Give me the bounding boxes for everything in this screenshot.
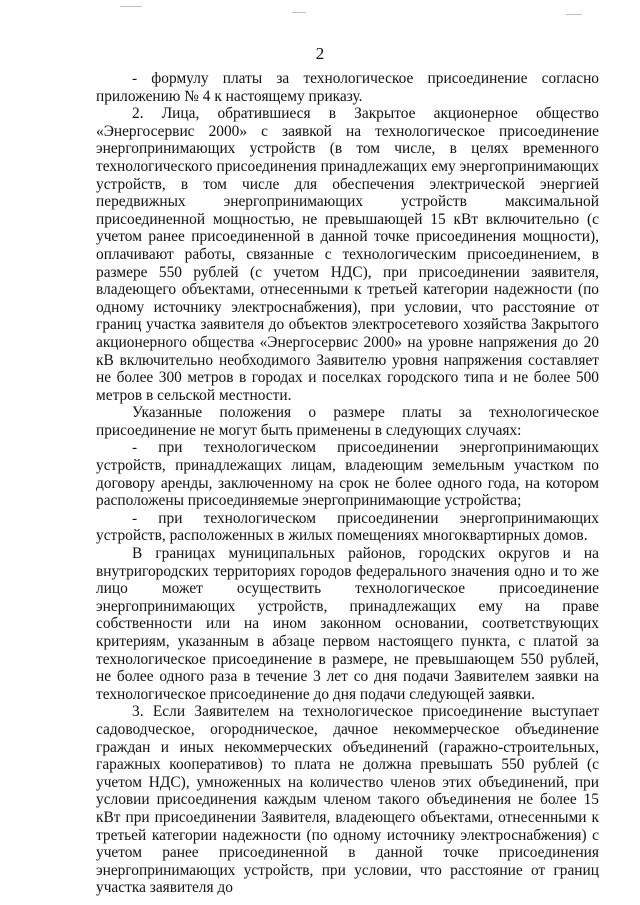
paragraph-exception-lease: - при технологическом присоединении энергопринимающих устройств, принадлежащих лицам, владеющим земельным участком по договору аренды, заключенному на срок не более одного года, на котором расположены присоединяемые энергопринимающие устройства;: [96, 439, 599, 510]
document-body: [96, 70, 599, 897]
paragraph-clause-3: 3. Если Заявителем на технологическое присоединение выступает садоводческое, огородническое, дачное некоммерческое объединение граждан и иных некоммерческих объединений (гаражно-строительных, гаражных кооперативов) то плата не должна превышать 550 рублей (с учетом НДС), умноженных на количество членов этих объединений, при условии присоединения каждым членом такого объединения не более 15 кВт при присоединении Заявителя, владеющего объектами, отнесенными к третьей категории надежности (по одному источнику электроснабжения) с учетом ранее присоединенной в данной точке присоединения энергопринимающих устройств, при условии, что расстояние от границ участка заявителя до: [96, 703, 599, 897]
paragraph-fee-formula: - формулу платы за технологическое присоединение согласно приложению № 4 к настоящему приказу.: [96, 70, 599, 105]
paragraph-exception-apartments: - при технологическом присоединении энергопринимающих устройств, расположенных в жилых помещениях многоквартирных домов.: [96, 509, 599, 545]
page-number: 2: [315, 44, 325, 63]
paragraph-municipal-limits: В границах муниципальных районов, городских округов и на внутригородских территориях городов федерального значения одно и то же лицо может осуществить технологическое присоединение энергопринимающих устройств, принадлежащих ему на праве собственности или на ином законном основании, соответствующих критериям, указанным в абзаце первом настоящего пункта, с платой за технологическое присоединение в размере, не превышающем 550 рублей, не более одного раза в течение 3 лет со дня подачи Заявителем заявки на технологическое присоединение до дня подачи следующей заявки.: [96, 545, 599, 703]
paragraph-clause-2: 2. Лица, обратившиеся в Закрытое акционерное общество «Энергосервис 2000» с заявкой на технологическое присоединение энергопринимающих устройств (в том числе, в целях временного технологического присоединения принадлежащих ему энергопринимающих устройств, в том числе для обеспечения электрической энергией передвижных энергопринимающих устройств максимальной присоединенной мощностью, не превышающей 15 кВт включительно (с учетом ранее присоединенной в данной точке присоединения мощности), оплачивают работы, связанные с технологическим присоединением, в размере 550 рублей (с учетом НДС), при присоединении заявителя, владеющего объектами, отнесенными к третьей категории надежности (по одному источнику электроснабжения), при условии, что расстояние от границ участка заявителя до объектов электросетевого хозяйства Закрытого акционерного общества «Энергосервис 2000» на уровне напряжения до 20 кВ включительно необходимого Заявителю уровня напряжения составляет не более 300 метров в городах и поселках городского типа и не более 500 метров в сельской местности.: [96, 105, 599, 404]
scan-artifact: [566, 14, 582, 15]
paragraph-exceptions-intro: Указанные положения о размере платы за технологическое присоединение не могут быть применены в следующих случаях:: [96, 404, 599, 439]
scan-artifact: [120, 6, 142, 7]
scan-artifact: [292, 12, 306, 13]
